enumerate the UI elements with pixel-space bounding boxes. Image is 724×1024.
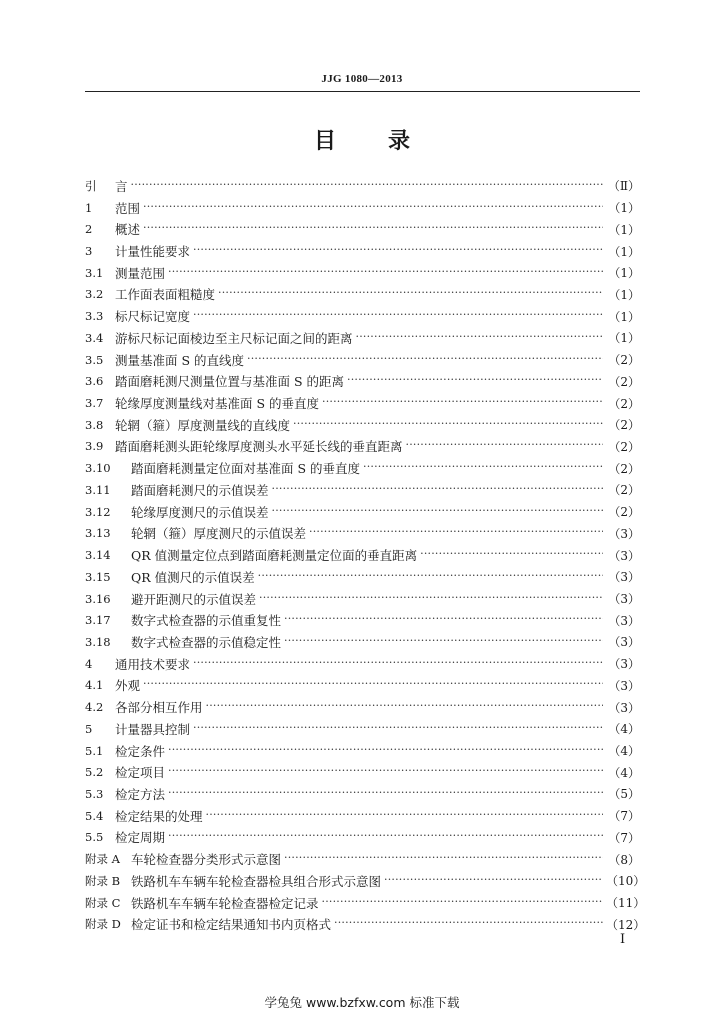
toc-entry-label: 各部分相互作用 <box>115 700 203 716</box>
toc-leader-dots <box>168 765 603 779</box>
toc-entry[interactable] <box>85 740 640 762</box>
toc-entry-page: （4） <box>608 765 640 780</box>
toc-leader-dots <box>168 787 603 801</box>
toc-entry-number: 4.1 <box>85 678 104 693</box>
toc-entry[interactable] <box>85 761 640 783</box>
toc-entry-number: 2 <box>85 222 93 237</box>
toc-entry[interactable] <box>85 479 640 501</box>
toc-entry-number: 1 <box>85 200 93 215</box>
footer-watermark: 学兔兔 www.bzfxw.com 标准下载 <box>264 995 460 1010</box>
toc-leader-dots <box>420 548 603 562</box>
toc-entry-number: 3.9 <box>85 439 104 454</box>
toc-leader-dots <box>168 830 603 844</box>
toc-entry-label: 检定证书和检定结果通知书内页格式 <box>131 917 332 933</box>
title-part-1: 目 <box>313 129 336 154</box>
toc-entry[interactable] <box>85 197 640 219</box>
toc-leader-dots <box>143 201 603 215</box>
toc-entry-page: （1） <box>608 201 640 216</box>
toc-entry-page: （1） <box>608 244 640 259</box>
toc-entry-label: 计量器具控制 <box>115 721 191 737</box>
toc-entry[interactable] <box>85 501 640 523</box>
title-part-2: 录 <box>388 129 411 154</box>
toc-leader-dots <box>168 266 603 280</box>
toc-leader-dots <box>284 635 603 649</box>
header-rule <box>85 91 640 92</box>
toc-entry[interactable] <box>85 175 640 197</box>
toc-leader-dots <box>143 222 603 236</box>
toc-entry[interactable] <box>85 370 640 392</box>
toc-entry-number: 附录 B <box>85 873 121 888</box>
toc-entry-number: 3.4 <box>85 330 104 345</box>
toc-leader-dots <box>193 722 603 736</box>
toc-entry[interactable] <box>85 696 640 718</box>
toc-entry[interactable] <box>85 848 640 870</box>
toc-entry-label: 工作面表面粗糙度 <box>115 287 216 303</box>
toc-entry-page: （3） <box>608 570 640 585</box>
toc-entry[interactable] <box>85 349 640 371</box>
toc-leader-dots <box>259 592 603 606</box>
toc-entry-label: 车轮检查器分类形式示意图 <box>131 852 282 868</box>
toc-leader-dots <box>272 505 603 519</box>
toc-entry-page: （1） <box>608 287 640 302</box>
toc-entry[interactable] <box>85 913 646 935</box>
toc-leader-dots <box>206 700 603 714</box>
toc-entry-label: 言 <box>115 178 128 194</box>
toc-entry-number: 5.2 <box>85 765 104 780</box>
toc-leader-dots <box>309 526 603 540</box>
toc-entry[interactable] <box>85 523 640 545</box>
toc-entry-number: 3.16 <box>85 591 111 606</box>
toc-entry[interactable] <box>85 392 640 414</box>
toc-entry[interactable] <box>85 892 646 914</box>
toc-leader-dots <box>322 896 603 910</box>
toc-entry-page: （1） <box>608 266 640 281</box>
toc-entry-label: 踏面磨耗测尺测量位置与基准面 S 的距离 <box>115 374 345 390</box>
toc-entry-page: （12） <box>606 917 646 932</box>
toc-entry-number: 附录 D <box>85 917 121 932</box>
toc-entry-label: 通用技术要求 <box>115 656 191 672</box>
toc-entry-number: 5.5 <box>85 830 104 845</box>
toc-entry-page: （2） <box>608 374 640 389</box>
toc-entry-number: 3.13 <box>85 526 111 541</box>
toc-entry-page: （7） <box>608 830 640 845</box>
toc-entry-label: 测量基准面 S 的直线度 <box>115 352 245 368</box>
toc-entry-page: （2） <box>608 483 640 498</box>
toc-entry[interactable] <box>85 457 640 479</box>
toc-entry-label: 轮缘厚度测尺的示值误差 <box>131 504 269 520</box>
toc-entry-label: 数字式检查器的示值重复性 <box>131 613 282 629</box>
toc-entry-number: 5.1 <box>85 743 104 758</box>
toc-entry-label: 轮辋（箍）厚度测量线的直线度 <box>115 417 291 433</box>
toc-leader-dots <box>258 570 603 584</box>
toc-entry-page: （2） <box>608 439 640 454</box>
toc-leader-dots <box>284 852 603 866</box>
toc-entry-page: （2） <box>608 461 640 476</box>
toc-entry-page: （5） <box>608 787 640 802</box>
toc-entry-page: （8） <box>608 852 640 867</box>
toc-entry-label: 数字式检查器的示值稳定性 <box>131 634 282 650</box>
toc-entry[interactable] <box>85 609 640 631</box>
toc-leader-dots <box>193 309 603 323</box>
toc-entry[interactable] <box>85 240 640 262</box>
toc-entry-label: QR 值测尺的示值误差 <box>131 569 255 585</box>
toc-entry[interactable] <box>85 327 640 349</box>
toc-entry-number: 4.2 <box>85 700 104 715</box>
toc-leader-dots <box>272 483 603 497</box>
toc-leader-dots <box>193 244 603 258</box>
toc-entry-number: 3.5 <box>85 352 104 367</box>
toc-entry[interactable] <box>85 827 640 849</box>
toc-entry-number: 3.2 <box>85 287 104 302</box>
toc-entry[interactable] <box>85 588 640 610</box>
toc-entry-page: （4） <box>608 722 640 737</box>
toc-entry-page: （3） <box>608 635 640 650</box>
table-of-contents <box>85 175 646 935</box>
toc-entry-number: 3 <box>85 244 93 259</box>
toc-entry-label: 概述 <box>115 222 141 238</box>
page-title <box>0 124 724 155</box>
toc-entry-label: 避开距测尺的示值误差 <box>131 591 257 607</box>
document-code-header: JJG 1080—2013 <box>321 73 403 85</box>
toc-entry-label: 游标尺标记面棱边至主尺标记面之间的距离 <box>115 330 353 346</box>
toc-entry-label: 铁路机车车辆车轮检查器检定记录 <box>131 895 319 911</box>
toc-leader-dots <box>193 657 603 671</box>
toc-entry-number: 3.14 <box>85 548 111 563</box>
toc-entry-page: （2） <box>608 505 640 520</box>
toc-entry-label: 检定条件 <box>115 743 166 759</box>
toc-entry[interactable] <box>85 544 640 566</box>
toc-entry-number: 3.6 <box>85 374 104 389</box>
toc-leader-dots <box>384 874 603 888</box>
toc-entry-label: QR 值测量定位点到踏面磨耗测量定位面的垂直距离 <box>131 548 418 564</box>
toc-leader-dots <box>131 179 603 193</box>
toc-entry-page: （Ⅱ） <box>607 179 640 194</box>
toc-entry-page: （3） <box>608 548 640 563</box>
toc-entry-page: （2） <box>608 418 640 433</box>
toc-entry-number: 3.10 <box>85 461 111 476</box>
toc-entry-page: （1） <box>608 222 640 237</box>
toc-entry[interactable] <box>85 870 646 892</box>
toc-entry-label: 检定结果的处理 <box>115 808 203 824</box>
toc-leader-dots <box>293 418 603 432</box>
toc-leader-dots <box>334 917 603 931</box>
toc-entry-label: 计量性能要求 <box>115 244 191 260</box>
toc-entry-label: 踏面磨耗测量定位面对基准面 S 的垂直度 <box>131 461 361 477</box>
toc-entry-number: 3.3 <box>85 309 104 324</box>
toc-entry[interactable] <box>85 805 640 827</box>
toc-entry-number: 附录 C <box>85 895 121 910</box>
toc-entry-label: 踏面磨耗测头距轮缘厚度测头水平延长线的垂直距离 <box>115 439 403 455</box>
toc-entry-label: 外观 <box>115 678 141 694</box>
toc-entry-number: 5.4 <box>85 808 104 823</box>
toc-entry[interactable] <box>85 631 640 653</box>
toc-entry-number: 3.1 <box>85 265 104 280</box>
toc-entry-label: 轮缘厚度测量线对基准面 S 的垂直度 <box>115 396 320 412</box>
toc-entry[interactable] <box>85 414 640 436</box>
toc-entry-page: （1） <box>608 309 640 324</box>
toc-entry-label: 检定项目 <box>115 765 166 781</box>
toc-entry[interactable] <box>85 783 640 805</box>
toc-entry-page: （2） <box>608 353 640 368</box>
toc-entry-label: 踏面磨耗测尺的示值误差 <box>131 482 269 498</box>
toc-leader-dots <box>218 287 603 301</box>
toc-entry-page: （10） <box>606 874 646 889</box>
toc-entry-label: 范围 <box>115 200 141 216</box>
toc-entry[interactable] <box>85 305 640 327</box>
toc-leader-dots <box>206 809 603 823</box>
toc-entry-page: （3） <box>608 592 640 607</box>
toc-entry-page: （1） <box>608 331 640 346</box>
toc-leader-dots <box>406 439 603 453</box>
toc-entry-label: 轮辋（箍）厚度测尺的示值误差 <box>131 526 307 542</box>
toc-entry-number: 5.3 <box>85 786 104 801</box>
toc-entry-label: 检定周期 <box>115 830 166 846</box>
toc-leader-dots <box>143 678 603 692</box>
toc-entry-number: 附录 A <box>85 852 120 867</box>
toc-entry-number: 4 <box>85 656 93 671</box>
toc-entry-page: （3） <box>608 678 640 693</box>
toc-entry-number: 3.11 <box>85 482 111 497</box>
toc-leader-dots <box>347 374 603 388</box>
toc-entry-page: （7） <box>608 809 640 824</box>
toc-entry-number: 3.8 <box>85 417 104 432</box>
toc-entry[interactable] <box>85 284 640 306</box>
toc-leader-dots <box>247 353 603 367</box>
toc-entry-label: 测量范围 <box>115 265 166 281</box>
toc-leader-dots <box>322 396 603 410</box>
toc-entry[interactable] <box>85 675 640 697</box>
toc-entry-label: 标尺标记宽度 <box>115 309 191 325</box>
toc-entry-number: 3.7 <box>85 396 104 411</box>
toc-entry-number: 3.18 <box>85 634 111 649</box>
toc-entry-number: 引 <box>85 178 97 193</box>
toc-entry[interactable] <box>85 262 640 284</box>
toc-entry[interactable] <box>85 436 640 458</box>
toc-entry-page: （3） <box>608 657 640 672</box>
toc-entry-number: 3.12 <box>85 504 111 519</box>
toc-entry[interactable] <box>85 653 640 675</box>
toc-entry[interactable] <box>85 718 640 740</box>
toc-leader-dots <box>284 613 603 627</box>
toc-entry-number: 5 <box>85 721 93 736</box>
toc-entry[interactable] <box>85 566 640 588</box>
toc-entry-label: 检定方法 <box>115 786 166 802</box>
toc-entry-page: （3） <box>608 700 640 715</box>
toc-entry-number: 3.17 <box>85 613 111 628</box>
toc-entry-page: （2） <box>608 396 640 411</box>
toc-entry-page: （3） <box>608 613 640 628</box>
page-number: I <box>620 932 626 947</box>
toc-entry-page: （4） <box>608 744 640 759</box>
toc-leader-dots <box>356 331 603 345</box>
toc-entry[interactable] <box>85 218 640 240</box>
toc-entry-label: 铁路机车车辆车轮检查器检具组合形式示意图 <box>131 873 382 889</box>
toc-entry-page: （11） <box>606 896 646 911</box>
toc-leader-dots <box>168 744 603 758</box>
toc-entry-page: （3） <box>608 526 640 541</box>
toc-leader-dots <box>363 461 603 475</box>
toc-entry-number: 3.15 <box>85 569 111 584</box>
